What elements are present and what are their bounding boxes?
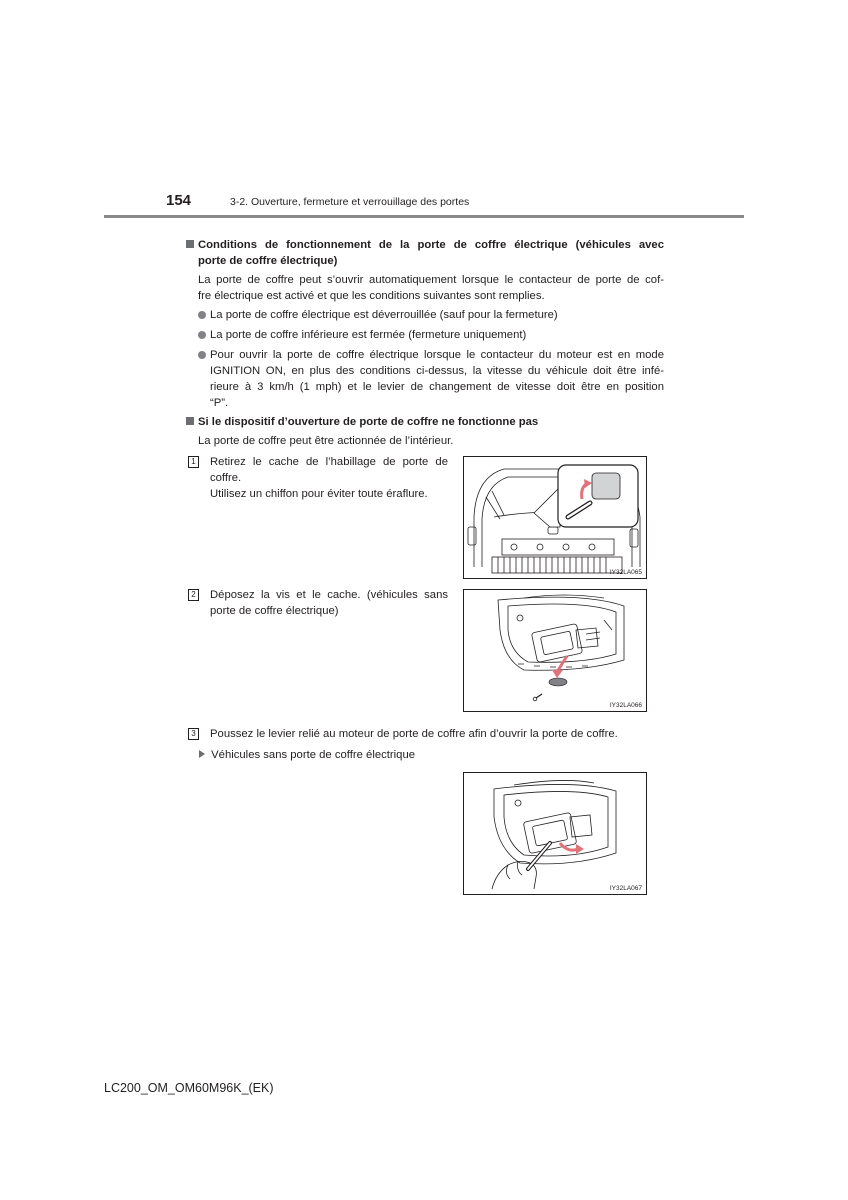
intro-line-2: fre électrique est activé et que les conditions suivantes sont remplies. (198, 290, 545, 302)
bullet-text: IGNITION ON, en plus des conditions ci-dessus, la vitesse du véhicule doit être infé- (210, 365, 664, 377)
heading-line-2: porte de coffre électrique) (198, 255, 338, 267)
square-bullet-icon (186, 417, 194, 425)
triangle-bullet-icon (199, 750, 205, 758)
header-divider (104, 215, 744, 218)
step-text: Retirez le cache de l’habillage de porte de (210, 456, 448, 468)
section-heading-conditions (186, 237, 198, 253)
figure-trim-cover-removal (463, 456, 647, 579)
step-text: Poussez le levier relié au moteur de porte de coffre afin d’ouvrir la porte de coffre. (210, 728, 618, 740)
footer-doc-code: LC200_OM_OM60M96K_(EK) (104, 1081, 274, 1095)
tailgate-interior-illustration (464, 457, 646, 578)
heading-line-1: Conditions de fonctionnement de la porte de coffre électrique (véhicules avec (198, 239, 664, 251)
push-lever-illustration (464, 773, 646, 894)
step-number-box: 1 (188, 456, 199, 468)
bullet-text: rieure à 3 km/h (1 mph) et le levier de changement de vitesse doit être en position (210, 381, 664, 393)
section-title: 3-2. Ouverture, fermeture et verrouillage des portes (230, 196, 470, 208)
square-bullet-icon (186, 240, 194, 248)
figure-code: IY32LA066 (609, 702, 642, 709)
step-number-box: 3 (188, 728, 199, 740)
step-number-box: 2 (188, 589, 199, 601)
circle-bullet-icon (198, 331, 206, 339)
list-item (198, 347, 664, 411)
sub-item-text: Véhicules sans porte de coffre électrique (211, 749, 416, 761)
figure-code: IY32LA065 (609, 569, 642, 576)
list-item (198, 327, 664, 343)
bullet-text: Pour ouvrir la porte de coffre électrique lorsque le contacteur du moteur est en mode (210, 349, 664, 361)
figure-code: IY32LA067 (609, 885, 642, 892)
step-text: porte de coffre électrique) (210, 605, 339, 617)
bullet-text: “P”. (210, 397, 229, 409)
step-text: Déposez la vis et le cache. (véhicules sans (210, 589, 448, 601)
circle-bullet-icon (198, 311, 206, 319)
circle-bullet-icon (198, 351, 206, 359)
section-intro: La porte de coffre peut être actionnée de l’intérieur. (198, 435, 454, 447)
zoom-callout (534, 465, 638, 527)
section-heading-fallback (186, 414, 538, 430)
page-number: 154 (166, 192, 192, 209)
list-item (198, 307, 664, 323)
figure-push-lever (463, 772, 647, 895)
sub-item (199, 747, 415, 763)
step-text: coffre. (210, 472, 242, 484)
figure-screw-cover (463, 589, 647, 712)
screw-cover-illustration (464, 590, 646, 711)
step-text: Utilisez un chiffon pour éviter toute éraflure. (210, 488, 428, 500)
bullet-text: La porte de coffre électrique est déverrouillée (sauf pour la fermeture) (210, 309, 558, 321)
bullet-text: La porte de coffre inférieure est fermée (fermeture uniquement) (210, 329, 527, 341)
intro-line-1: La porte de coffre peut s’ouvrir automatiquement lorsque le contacteur de porte de cof- (198, 274, 664, 286)
section-heading-text: Si le dispositif d’ouverture de porte de coffre ne fonctionne pas (198, 416, 539, 428)
